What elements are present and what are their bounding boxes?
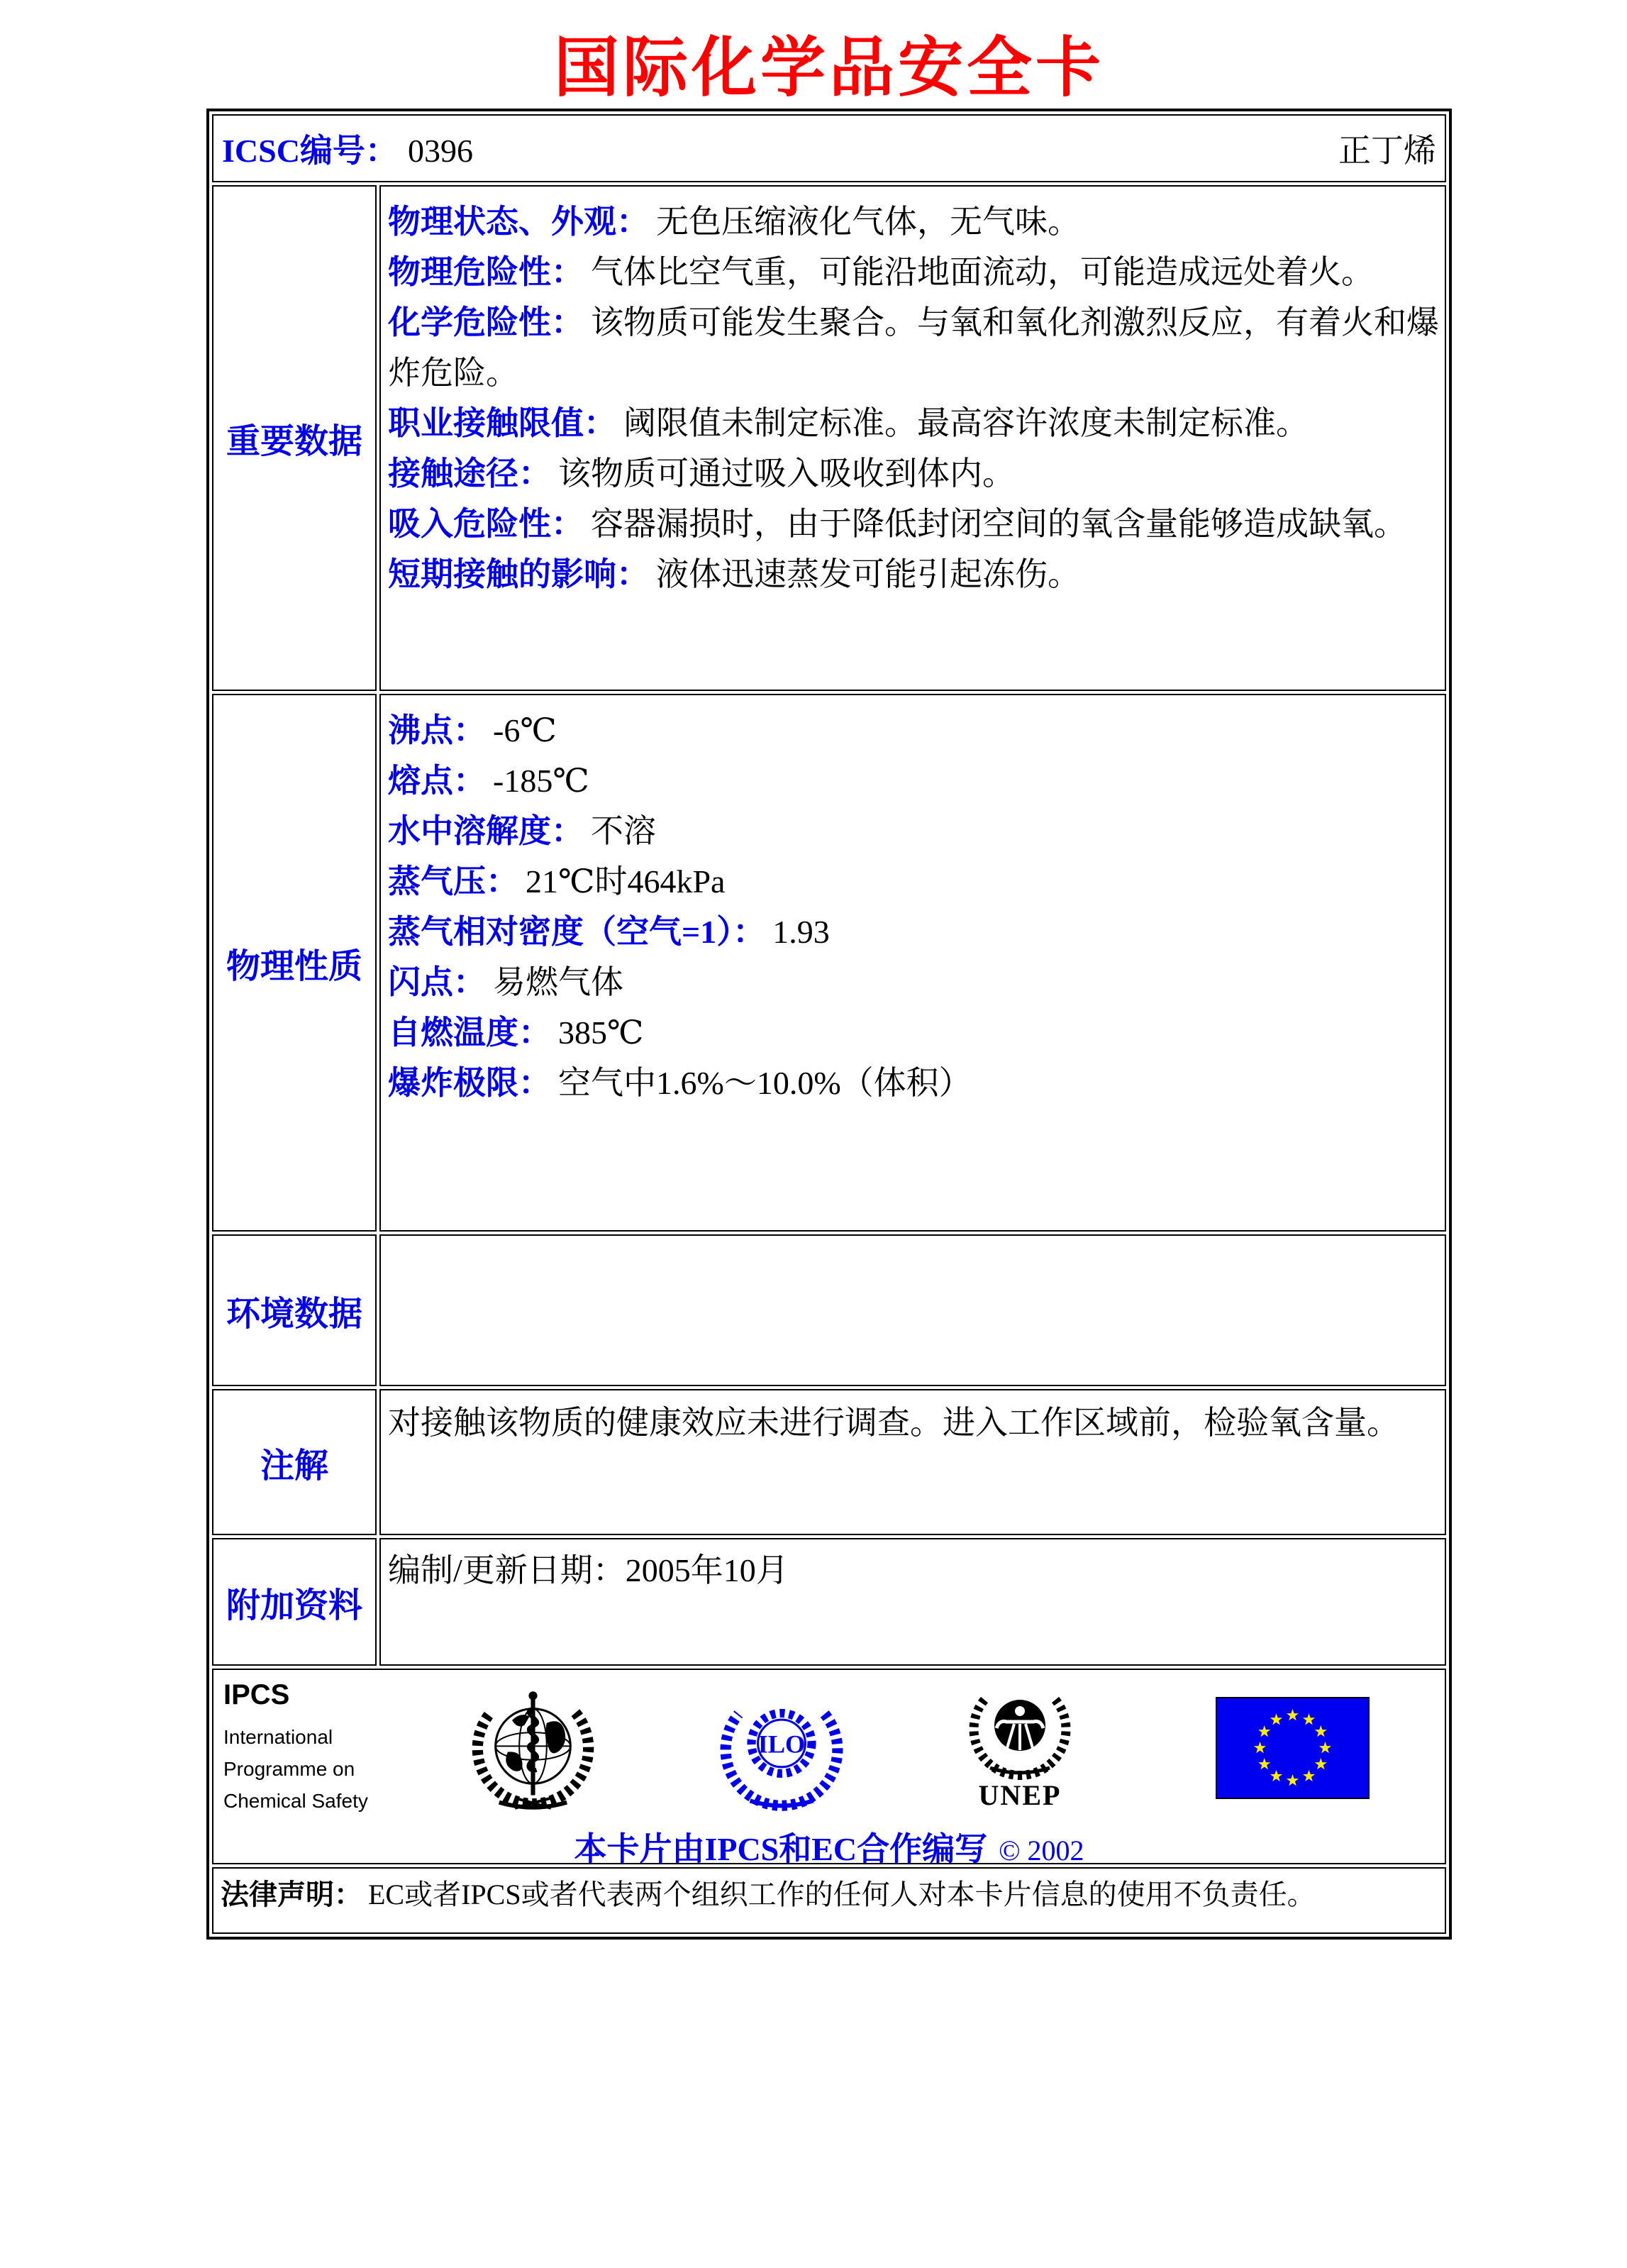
field-value: 气体比空气重，可能沿地面流动，可能造成远处着火。 [591,254,1374,290]
important-data-content [379,185,1446,691]
section-label-physical-properties: 物理性质 [212,694,377,1232]
data-line [388,1007,1440,1058]
additional-info-row [212,1538,1446,1666]
data-line [388,1545,1440,1595]
field-value: 无色压缩液化气体，无气味。 [656,204,1080,240]
ilo-logo-text: ILO [757,1730,806,1759]
ipcs-text-block [223,1678,436,1817]
ipcs-subtitle-line2: Programme on [223,1758,355,1780]
field-value: 空气中1.6%～10.0%（体积） [558,1065,972,1101]
ilo-logo-icon [717,1680,846,1813]
field-value: -6℃ [493,712,557,748]
data-line [388,806,1440,856]
field-value: -185℃ [493,763,589,799]
header-cell [212,114,1446,182]
notes-row [212,1389,1446,1535]
field-label: 化学危险性： [388,304,584,341]
field-value: 阈限值未制定标准。最高容许浓度未制定标准。 [623,405,1309,441]
section-label-notes: 注解 [212,1389,377,1535]
data-line [388,1398,1440,1448]
ipcs-subtitle-line1: International [223,1726,333,1748]
ipcs-title: IPCS [223,1679,290,1710]
field-value: 385℃ [558,1014,644,1051]
important-data-row [212,185,1446,691]
icsc-number-group [222,125,473,172]
field-value: 易燃气体 [493,964,623,1000]
data-line [388,856,1440,907]
icsc-number-label: ICSC编号： [222,133,398,169]
field-value: 对接触该物质的健康效应未进行调查。进入工作区域前，检验氧含量。 [388,1405,1399,1441]
data-line [388,398,1440,448]
safety-card-table [206,109,1452,1940]
cooperation-caption [213,1823,1445,1870]
field-label: 短期接触的影响： [388,556,649,592]
field-label: 水中溶解度： [388,813,584,849]
page-title: 国际化学品安全卡 [553,32,1104,104]
data-line [388,448,1440,499]
eu-flag-icon [1216,1697,1370,1799]
data-line [388,499,1440,549]
substance-name: 正丁烯 [1338,133,1436,169]
unep-logo-text: UNEP [978,1779,1062,1811]
field-label: 闪点： [388,964,486,1000]
field-label: 蒸气压： [388,863,518,900]
field-label: 职业接触限值： [388,405,616,441]
field-value: 该物质可通过吸入吸收到体内。 [558,455,1015,492]
field-label: 自燃温度： [388,1014,551,1051]
field-label: 爆炸极限： [388,1065,551,1101]
data-line [388,705,1440,756]
field-value: 21℃时464kPa [526,863,726,900]
section-label-important-data: 重要数据 [212,185,377,691]
field-label: 吸入危险性： [388,506,584,542]
field-label: 物理状态、外观： [388,204,649,240]
ipcs-subtitle-line3: Chemical Safety [223,1790,368,1812]
legal-text: EC或者IPCS或者代表两个组织工作的任何人对本卡片信息的使用不负责任。 [368,1879,1316,1910]
field-label: 物理危险性： [388,254,584,290]
data-line [388,247,1440,297]
data-line [388,297,1440,398]
physical-properties-row [212,694,1446,1232]
field-label: 接触途径： [388,455,551,492]
additional-info-content [379,1538,1446,1666]
data-line [388,957,1440,1007]
logos-row [212,1669,1446,1864]
field-value: 该物质可能发生聚合。与氧和氧化剂激烈反应，有着火和爆炸危险。 [388,304,1439,391]
field-value: 不溶 [591,813,656,849]
field-label: 熔点： [388,763,486,799]
field-value: 容器漏损时，由于降低封闭空间的氧含量能够造成缺氧。 [591,506,1406,542]
who-logo-icon [470,1680,596,1820]
data-line [388,197,1440,247]
field-value: 1.93 [772,914,830,950]
field-label: 沸点： [388,712,486,748]
physical-properties-content [379,694,1446,1232]
logos-cell [212,1669,1446,1867]
data-line [388,549,1440,599]
data-line [388,756,1440,806]
notes-content [379,1389,1446,1535]
field-value: 液体迅速蒸发可能引起冻伤。 [656,556,1080,592]
legal-row [212,1867,1446,1934]
copyright-text: © 2002 [999,1835,1084,1866]
cooperation-caption-text: 本卡片由IPCS和EC合作编写 [574,1831,988,1867]
field-label: 蒸气相对密度（空气=1）： [388,914,766,950]
header-row [212,114,1446,182]
unep-logo-icon [958,1678,1082,1813]
legal-cell [212,1867,1446,1934]
icsc-number-value: 0396 [407,133,473,169]
environmental-data-content [379,1234,1446,1386]
section-label-additional-info: 附加资料 [212,1538,377,1666]
data-line [388,907,1440,957]
data-line [388,1058,1440,1108]
section-label-environmental-data: 环境数据 [212,1234,377,1386]
legal-label: 法律声明： [221,1879,362,1910]
field-value: 编制/更新日期：2005年10月 [388,1552,789,1588]
environmental-data-row [212,1234,1446,1386]
